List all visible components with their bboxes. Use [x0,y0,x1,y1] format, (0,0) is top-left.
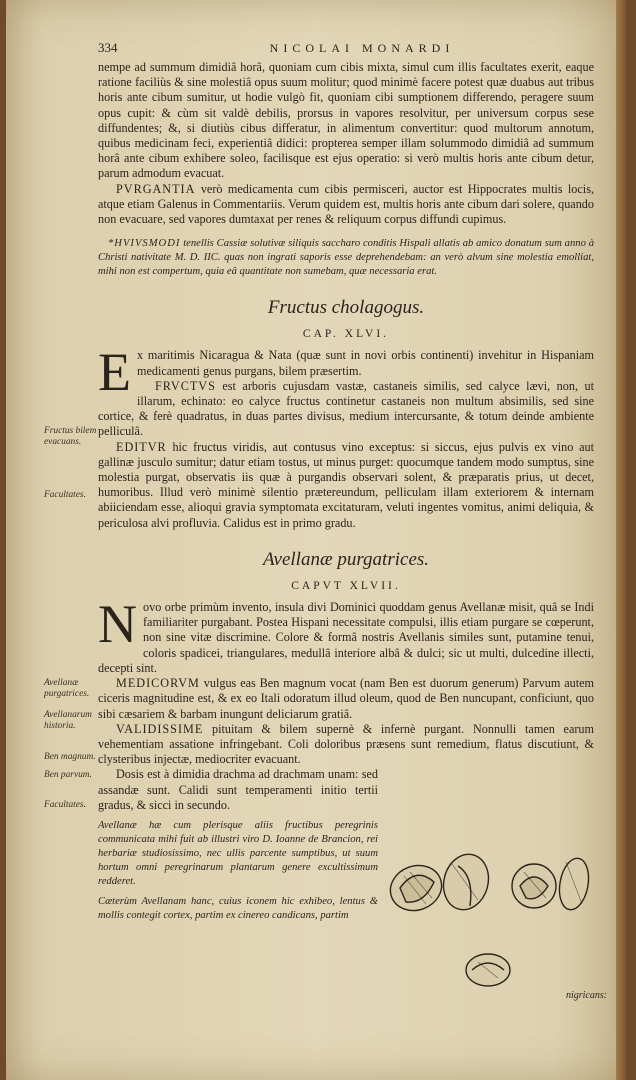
margin-note: Ben parvum. [44,770,92,780]
paragraph-body: est arboris cujusdam vastæ, castaneis similis, sed calyce lævi, non, ut illarum, echinato: eo calyce fructus continetur castaneis non multum absimilis, sed sine cortice, & ferè quadratus, in duas partes divisus, medium intercursante, & totum deinde ambiente pelliculâ. [98,378,594,439]
paragraph: nempe ad summum dimidiâ horâ, quoniam cum cibis mixta, simul cum illis facultates exerit, eaque ratione faciliùs & sine molestiâ opus suum molitur; quod minimè facere potest quæ duabus aut tribus horis ante cibum sumitur, ut hodie vulgò fit, quoniam cibi sumptionem differendo, peragere suum opus cupit: & cùm sit valdè debilis, prorsus in vapores resolvitur, per universum corpus sese diffundentes; &, si diutiùs cibus differatur, in alimentum convertitur: quod multorum annotum, quibus medicinam feci, experientiâ didici: propterea semper illam solummodo dimidiâ ad summum horâ ante cibum exhibere soleo, facilisque est ejus operatio: si verò multis horis ante cibum detur, parum admodum evacuat. [98,60,594,181]
lead-word: VALIDISSIME [116,721,204,736]
margin-note: Avellanarum historia. [44,710,92,731]
chapter-number: CAP. XLVI. [302,328,390,341]
drop-cap: E [98,342,131,403]
lead-word: MEDICORVM [116,676,200,691]
page-number: 334 [98,40,118,55]
footnote-body: tenellis Cassiæ solutivæ siliquis saccharo conditis Hispali allatis ab amico donatum sum anno à Christi nativitate M. D. IIC. quas non ingrati saporis esse deprehendebam: an verò alvum sine molestia emolliat, mihi non est compertum, quia eâ quantitate non sumebam, quæ necessaria erat. [98,238,594,278]
margin-note: Avellanæ purgatrices. [44,678,90,699]
paragraph-body: hic fructus viridis, aut contusus vino exceptus: si siccus, ejus pulvis ex vino aut gallinæ jusculo sumitur; datur etiam tostus, ut minus purget: quocumque tandem modo sumptus, sine molestia purgat, observatis iis quæ à purgandis observari solent, & præparatis prius, ut decet, humoribus. Illud verò minimè silentio prætereundum, pelliculam illam exteriorem & internam abiiciendam esse, alioqui gravia symptomata excitaturam, veluti ingentes vomitus, animi deliquia, & periculosa alvi profluvia. Calidus est in primo gradu. [98,439,594,530]
margin-notes [44,0,100,1080]
chapter-title: Fructus cholagogus. [267,297,425,319]
chapter-number: CAPVT XLVII. [291,579,401,592]
margin-note: Facultates. [44,800,86,810]
paragraph [98,722,594,768]
paragraph: x maritimis Nicaragua & Nata (quæ sunt in novi orbis continenti) invehitur in Hispaniam medicamenti genus purgans, bilem præsertim. [137,348,594,378]
paragraph [98,440,594,531]
lead-word: EDITVR [116,439,167,454]
paragraph [98,182,594,228]
footnote [98,237,594,279]
margin-note: Facultates. [44,490,86,500]
running-head [98,40,594,60]
paragraph-body: pituitam & bilem supernè & infernè purgant. Nonnulli tamen earum vehementiam assatione infringebant. Coli doloribus præsens sunt remedium, flatus discutiunt, & clysteribus injectæ, mediocriter evacuant. [98,721,594,767]
page-text [98,40,594,923]
paragraph: Dosis est à dimidia drachma ad drachmam unam: sed assandæ sunt. Calidi sunt temperamenti initio tertii gradus, & sicci in secundo. [98,767,378,812]
footnote: Cæterùm Avellanam hanc, cuius iconem hic exhibeo, lentus & mollis contegit cortex, partim ex cinereo candicans, partim [98,895,378,921]
lead-word: *HVIVSMODI [108,238,181,250]
drop-cap: N [98,594,137,655]
paragraph [98,379,594,440]
avellana-woodcut-illustration [386,846,618,996]
footnote: Avellanæ hæ cum plerisque aliis fructibus peregrinis communicata mihi fuit ab illustri viro D. Ioanne de Brancion, rei herbariæ studiosissimo, nec ullis parcente sumptibus, ut suum hortum omni peregrinarum plantarum genere excultissimum redderet. [98,819,378,887]
lead-word: PVRGANTIA [116,181,196,196]
margin-note: Ben magnum. [44,752,96,762]
margin-note: Fructus bilem evacuans. [44,426,97,447]
chapter-title: Avellanæ purgatrices. [262,548,430,570]
illustration-caption: nigricans: [566,990,608,1001]
lead-word: FRVCTVS [155,378,216,393]
paragraph-body: vulgus eas Ben magnum vocat (nam Ben est duorum generum) Parvum autem ciceris magnitudine est, & ex eo Itali odoratum illud oleum, quod de Ben nuncupant, conficiunt, quo sibi cæsariem & barbam inungunt deliciarum gratiâ. [98,676,594,721]
paragraph [98,676,594,722]
chapter-body [98,342,594,530]
author-heading: NICOLAI MONARDI [269,41,455,55]
paragraph: ovo orbe primùm invento, insula divi Dominici quoddam genus Avellanæ misit, quâ se Indi familiariter purgabant. Postea Hispani necessitate compulsi, illis etiam purgare se cœperunt, non sine vitæ discrimine. Colore & formâ nostris Avellanis similes sunt, putamine tenui, coloris spadicei, triangulares, medullâ interiore albâ & dulci; sic ut multi, dulcedine illecti, decepti sint. [98,600,594,675]
paragraph-body: verò medicamenta cum cibis permisceri, auctor est Hippocrates multis locis, atque etiam Galenus in Commentariis. Verum quidem est, multis horis ante cibum dari solere, quando non evacuare, sed vapores dumtaxat per renes & reliquum corpus diffundi cupimus. [98,181,594,227]
